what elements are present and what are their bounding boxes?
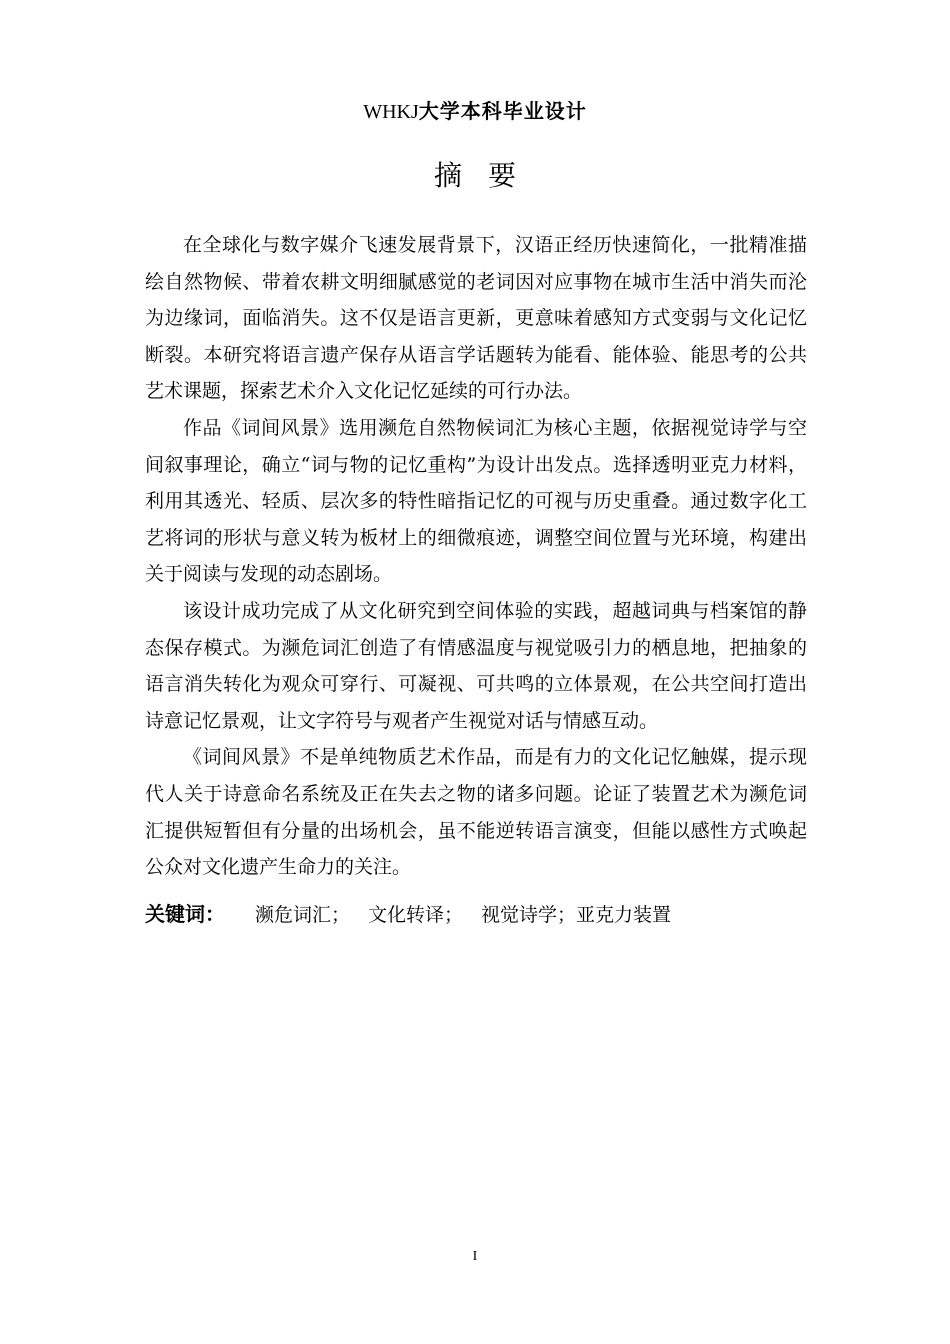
keyword-item: 视觉诗学；亚克力装置 (481, 903, 672, 926)
abstract-paragraph-1: 在全球化与数字媒介飞速发展背景下，汉语正经历快速简化，一批精准描绘自然物候、带着农耕文明细腻感觉的老词因对应事物在城市生活中消失而沦为边缘词，面临消失。这不仅是语言更新，更意味着感知方式变弱与文化记忆断裂。本研究将语言遗产保存从语言学话题转为能看、能体验、能思考的公共艺术课题，探索艺术介入文化记忆延续的可行办法。 (145, 234, 807, 403)
keywords-label: 关键词： (145, 901, 225, 926)
keyword-item: 濒危词汇； (255, 903, 351, 926)
page-number: I (472, 1249, 478, 1264)
keyword-item: 文化转译； (368, 903, 464, 926)
header-document-type: 大学本科毕业设计 (418, 99, 587, 123)
keywords-list (255, 897, 671, 933)
abstract-paragraph-4: 《词间风景》不是单纯物质艺术作品，而是有力的文化记忆触媒，提示现代人关于诗意命名系统及正在失去之物的诸多问题。论证了装置艺术为濒危词汇提供短暂但有分量的出场机会，虽不能逆转语言演变，但能以感性方式唤起公众对文化遗产生命力的关注。 (145, 746, 807, 879)
keywords-line (145, 896, 807, 933)
abstract-paragraph-2: 作品《词间风景》选用濒危自然物候词汇为核心主题，依据视觉诗学与空间叙事理论，确立“词与物的记忆重构”为设计出发点。选择透明亚克力材料，利用其透光、轻质、层次多的特性暗指记忆的可视与历史重叠。通过数字化工艺将词的形状与意义转为板材上的细微痕迹，调整空间位置与光环境，构建出关于阅读与发现的动态剧场。 (145, 416, 807, 586)
abstract-body (145, 227, 807, 933)
abstract-title: 摘要 (433, 159, 542, 192)
page-header (0, 97, 950, 126)
header-school-name: WHKJ (363, 101, 419, 123)
abstract-paragraph-3: 该设计成功完成了从文化研究到空间体验的实践，超越词典与档案馆的静态保存模式。为濒危词汇创造了有情感温度与视觉吸引力的栖息地，把抽象的语言消失转化为观众可穿行、可凝视、可共鸣的立体景观，在公共空间打造出诗意记忆景观，让文字符号与观者产生视觉对话与情感互动。 (145, 599, 807, 732)
